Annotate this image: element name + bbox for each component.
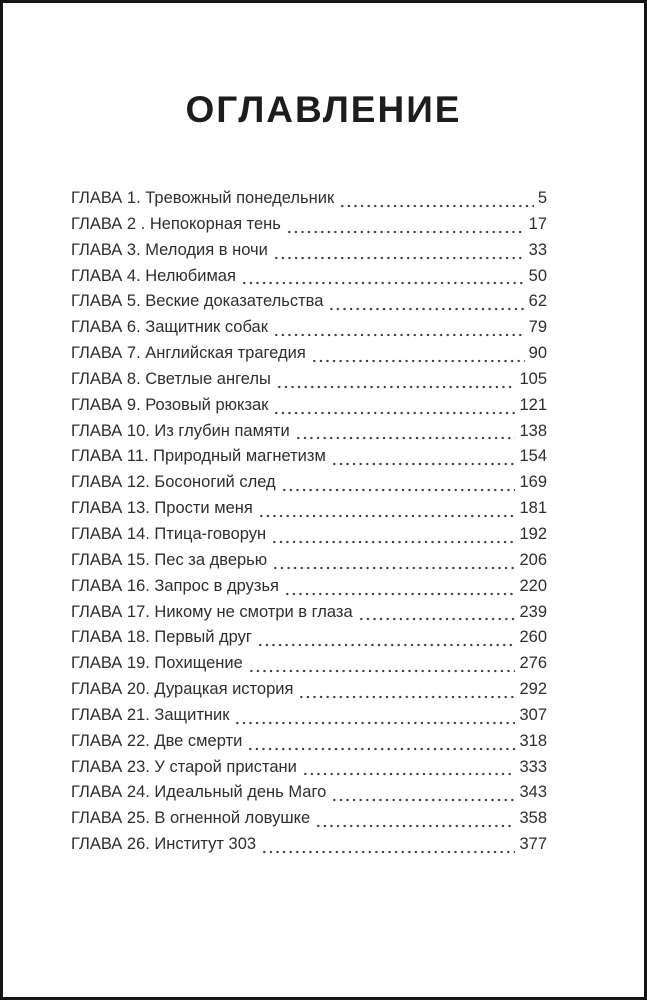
toc-entry — [71, 551, 547, 577]
dot-leader — [358, 616, 516, 622]
dot-leader — [302, 771, 516, 777]
dot-leader — [331, 461, 516, 467]
page-number: 260 — [519, 628, 547, 647]
chapter-label: ГЛАВА 25. В огненной ловушке — [71, 809, 311, 828]
page-number: 90 — [528, 344, 547, 363]
chapter-label: ГЛАВА 16. Запрос в друзья — [71, 576, 279, 595]
chapter-label: ГЛАВА 6. Защитник собак — [71, 318, 268, 337]
chapter-label: ГЛАВА 15. Пес за дверью — [71, 550, 268, 569]
toc-entry — [71, 292, 547, 318]
chapter-label: ГЛАВА 21. Защитник — [71, 705, 230, 724]
page-title: ОГЛАВЛЕНИЕ — [185, 89, 462, 130]
chapter-label: ГЛАВА 26. Институт 303 — [71, 835, 257, 854]
dot-leader — [273, 332, 525, 338]
page-number: 138 — [519, 421, 547, 440]
page-number: 50 — [528, 266, 547, 285]
dot-leader — [272, 565, 515, 571]
toc-entry — [71, 447, 547, 473]
dot-leader — [339, 203, 534, 209]
page-number: 292 — [519, 680, 547, 699]
chapter-label: ГЛАВА 8. Светлые ангелы — [71, 369, 271, 388]
toc-entry — [71, 499, 547, 525]
toc-entry — [71, 628, 547, 654]
page-number: 377 — [519, 835, 547, 854]
chapter-label: ГЛАВА 10. Из глубин памяти — [71, 421, 290, 440]
page-number: 307 — [519, 705, 547, 724]
chapter-label: ГЛАВА 4. Нелюбимая — [71, 266, 236, 285]
page-number: 154 — [519, 447, 547, 466]
toc-entry — [71, 732, 547, 758]
page-number: 343 — [519, 783, 547, 802]
toc-entry — [71, 189, 547, 215]
toc-entry — [71, 654, 547, 680]
dot-leader — [315, 823, 515, 829]
chapter-label: ГЛАВА 13. Прости меня — [71, 499, 253, 518]
dot-leader — [247, 746, 515, 752]
page-number: 79 — [528, 318, 547, 337]
chapter-label: ГЛАВА 3. Мелодия в ночи — [71, 240, 268, 259]
dot-leader — [298, 694, 515, 700]
dot-leader — [281, 487, 516, 493]
dot-leader — [271, 539, 515, 545]
page-number: 276 — [519, 654, 547, 673]
dot-leader — [311, 358, 525, 364]
page-number: 121 — [519, 395, 547, 414]
page-number: 239 — [519, 602, 547, 621]
page-number: 17 — [528, 214, 547, 233]
chapter-label: ГЛАВА 20. Дурацкая история — [71, 680, 294, 699]
chapter-label: ГЛАВА 24. Идеальный день Маго — [71, 783, 327, 802]
chapter-label: ГЛАВА 7. Английская трагедия — [71, 344, 306, 363]
toc-entry — [71, 422, 547, 448]
page-number: 181 — [519, 499, 547, 518]
page-number: 105 — [519, 369, 547, 388]
chapter-label: ГЛАВА 23. У старой пристани — [71, 757, 297, 776]
dot-leader — [258, 513, 516, 519]
toc-entry — [71, 525, 547, 551]
dot-leader — [248, 668, 516, 674]
toc-entry — [71, 344, 547, 370]
dot-leader — [234, 720, 515, 726]
dot-leader — [295, 435, 516, 441]
dot-leader — [331, 797, 515, 803]
chapter-label: ГЛАВА 19. Похищение — [71, 654, 243, 673]
toc-entry — [71, 396, 547, 422]
page-number: 220 — [519, 576, 547, 595]
page-number: 206 — [519, 550, 547, 569]
page-number: 358 — [519, 809, 547, 828]
page-number: 192 — [519, 524, 547, 543]
toc-entry — [71, 706, 547, 732]
chapter-label: ГЛАВА 11. Природный магнетизм — [71, 447, 326, 466]
dot-leader — [273, 255, 525, 261]
chapter-label: ГЛАВА 9. Розовый рюкзак — [71, 395, 269, 414]
page-number: 62 — [528, 292, 547, 311]
toc-entry — [71, 577, 547, 603]
chapter-label: ГЛАВА 18. Первый друг — [71, 628, 252, 647]
toc-entry — [71, 783, 547, 809]
dot-leader — [241, 280, 525, 286]
toc-entry — [71, 318, 547, 344]
toc-entry — [71, 370, 547, 396]
page-number: 333 — [519, 757, 547, 776]
toc-entry — [71, 473, 547, 499]
chapter-label: ГЛАВА 12. Босоногий след — [71, 473, 276, 492]
dot-leader — [286, 229, 525, 235]
dot-leader — [276, 384, 516, 390]
chapter-label: ГЛАВА 2 . Непокорная тень — [71, 214, 281, 233]
toc-entry — [71, 680, 547, 706]
page-number: 5 — [537, 189, 547, 207]
page-number: 169 — [519, 473, 547, 492]
toc-entry — [71, 215, 547, 241]
chapter-label: ГЛАВА 22. Две смерти — [71, 731, 243, 750]
chapter-label: ГЛАВА 1. Тревожный понедельник — [71, 189, 335, 207]
chapter-label: ГЛАВА 5. Веские доказательства — [71, 292, 324, 311]
page-number: 318 — [519, 731, 547, 750]
dot-leader — [328, 306, 524, 312]
toc-entry — [71, 809, 547, 835]
dot-leader — [257, 642, 516, 648]
toc-entry — [71, 241, 547, 267]
page-number: 33 — [528, 240, 547, 259]
toc-list — [71, 189, 547, 861]
dot-leader — [273, 410, 515, 416]
toc-entry — [71, 835, 547, 861]
dot-leader — [284, 591, 515, 597]
chapter-label: ГЛАВА 17. Никому не смотри в глаза — [71, 602, 353, 621]
dot-leader — [261, 849, 515, 855]
toc-entry — [71, 267, 547, 293]
toc-entry — [71, 758, 547, 784]
toc-entry — [71, 603, 547, 629]
chapter-label: ГЛАВА 14. Птица-говорун — [71, 524, 267, 543]
